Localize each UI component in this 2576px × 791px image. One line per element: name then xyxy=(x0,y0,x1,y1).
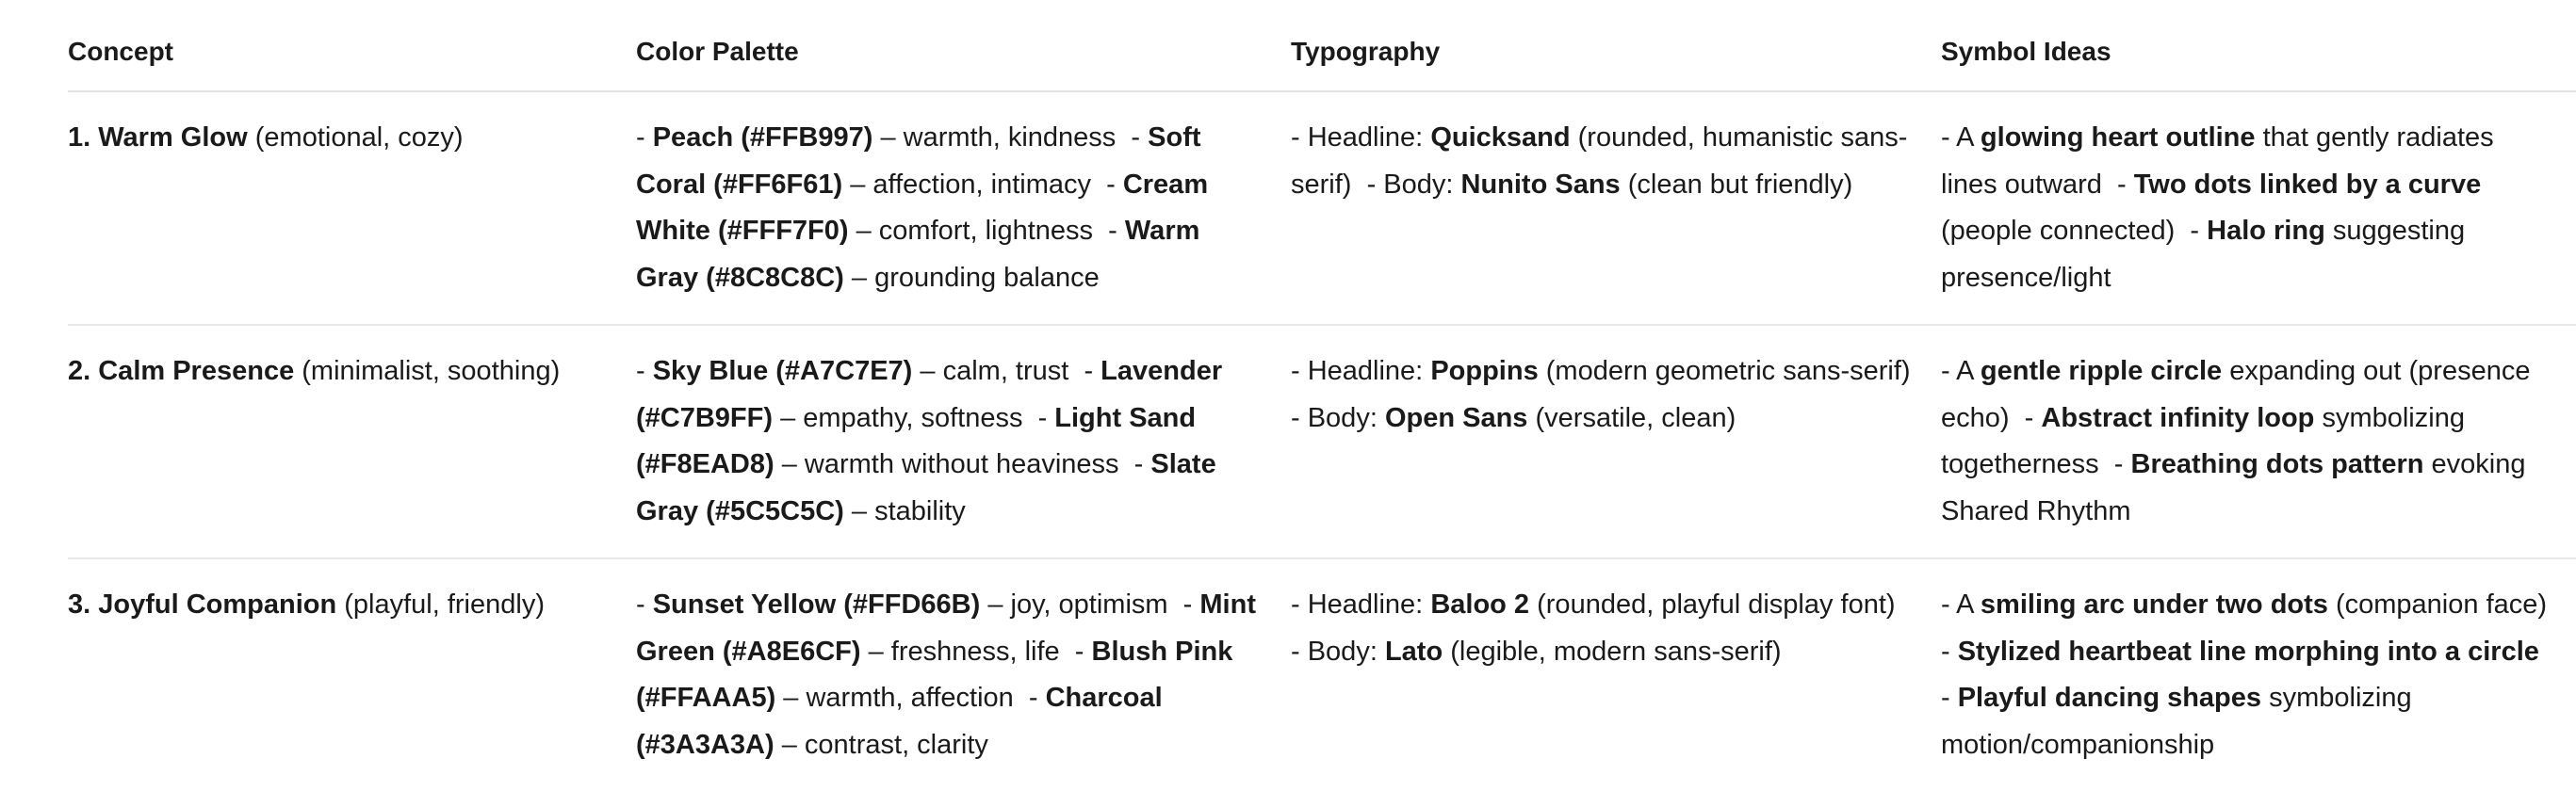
list-item xyxy=(1291,403,1736,433)
item-prefix: - Body: xyxy=(1291,402,1385,433)
item-text: (modern geometric sans-serif) xyxy=(1538,356,1926,386)
item-highlight: Sky Blue (#A7C7E7) xyxy=(652,356,913,386)
table-header-row xyxy=(68,23,2576,91)
item-highlight: Baloo 2 xyxy=(1430,589,1530,620)
item-text: (companion face) xyxy=(2327,589,2563,620)
item-prefix: - xyxy=(636,122,653,153)
item-highlight: Playful dancing shapes xyxy=(1957,683,2262,713)
typography-cell xyxy=(1291,325,1941,558)
item-text: (rounded, playful display font) xyxy=(1529,589,1911,620)
item-prefix: - xyxy=(1133,449,1151,479)
item-text: – joy, optimism xyxy=(980,589,1183,620)
item-highlight: Slate Gray (#5C5C5C) xyxy=(636,449,1216,526)
item-text: (clean but friendly) xyxy=(1620,169,1853,200)
item-prefix: - xyxy=(2113,449,2131,479)
item-highlight: Two dots linked by a curve xyxy=(2133,169,2482,200)
item-highlight: Quicksand xyxy=(1430,122,1571,153)
list-item xyxy=(1291,356,1926,386)
item-highlight: Sunset Yellow (#FFD66B) xyxy=(652,589,981,620)
item-prefix: - Body: xyxy=(1366,169,1461,200)
item-prefix: - xyxy=(1028,683,1046,713)
item-prefix: - A xyxy=(1941,356,1981,386)
symbol-ideas-cell xyxy=(1941,91,2576,325)
item-highlight: Peach (#FFB997) xyxy=(652,122,873,153)
item-prefix: - xyxy=(1941,636,1958,667)
item-highlight: Cream White (#FFF7F0) xyxy=(636,169,1209,246)
color-palette-cell xyxy=(636,558,1291,791)
item-highlight: Abstract infinity loop xyxy=(2041,402,2315,433)
concept-name: 3. Joyful Companion xyxy=(68,589,337,620)
item-prefix: - Body: xyxy=(1291,636,1385,667)
header-color-palette: Color Palette xyxy=(636,23,1291,91)
item-highlight: Light Sand (#F8EAD8) xyxy=(636,402,1197,479)
typography-cell xyxy=(1291,558,1941,791)
item-highlight: Nunito Sans xyxy=(1460,169,1621,200)
item-highlight: Breathing dots pattern xyxy=(2130,449,2424,479)
item-text: – stability xyxy=(843,495,966,526)
item-highlight: Charcoal (#3A3A3A) xyxy=(636,683,1163,760)
item-prefix: - Headline: xyxy=(1291,356,1431,386)
list-item xyxy=(1941,637,2554,667)
item-prefix: - xyxy=(1182,589,1200,620)
item-prefix: - A xyxy=(1941,122,1981,153)
list-item xyxy=(636,356,1084,386)
symbol-ideas-cell xyxy=(1941,325,2576,558)
concept-descriptor: (playful, friendly) xyxy=(336,589,545,620)
concept-table xyxy=(68,23,2576,791)
item-text: – empathy, softness xyxy=(773,402,1038,433)
header-typography: Typography xyxy=(1291,23,1941,91)
table-row xyxy=(68,325,2576,558)
concept-cell xyxy=(68,558,636,791)
table-body xyxy=(68,91,2576,791)
item-prefix: - xyxy=(1131,122,1149,153)
item-highlight: smiling arc under two dots xyxy=(1980,589,2328,620)
item-prefix: - xyxy=(1106,169,1123,200)
item-text: evoking Shared Rhythm xyxy=(1941,449,2534,526)
item-highlight: glowing heart outline xyxy=(1980,122,2256,153)
concept-name: 1. Warm Glow xyxy=(68,122,248,153)
item-text: – calm, trust xyxy=(912,356,1084,386)
item-text: (legible, modern sans-serif) xyxy=(1443,636,1782,667)
table-row xyxy=(68,91,2576,325)
list-item xyxy=(1367,170,1853,200)
color-palette-cell xyxy=(636,325,1291,558)
header-concept: Concept xyxy=(68,23,636,91)
item-text: – freshness, life xyxy=(860,636,1075,667)
item-prefix: - A xyxy=(1941,589,1981,620)
concept-descriptor: (emotional, cozy) xyxy=(247,122,464,153)
item-highlight: Blush Pink (#FFAAA5) xyxy=(636,636,1233,713)
concept-name: 2. Calm Presence xyxy=(68,356,295,386)
item-text: (versatile, clean) xyxy=(1527,402,1736,433)
item-text xyxy=(2539,637,2554,667)
item-text: symbolizing motion/companionship xyxy=(1941,683,2420,760)
item-highlight: Stylized heartbeat line morphing into a circle xyxy=(1957,636,2539,667)
item-text: – comfort, lightness xyxy=(848,216,1109,246)
item-highlight: Halo ring xyxy=(2207,216,2325,246)
item-text: – contrast, clarity xyxy=(774,729,988,760)
item-prefix: - xyxy=(2190,216,2208,246)
concept-descriptor: (minimalist, soothing) xyxy=(294,356,561,386)
item-prefix: - xyxy=(1037,402,1055,433)
item-highlight: Warm Gray (#8C8C8C) xyxy=(636,216,1200,293)
header-symbol-ideas: Symbol Ideas xyxy=(1941,23,2576,91)
item-text: – warmth without heaviness xyxy=(774,449,1134,479)
item-prefix: - Headline: xyxy=(1291,589,1431,620)
table-row xyxy=(68,558,2576,791)
item-prefix: - xyxy=(1108,216,1125,246)
list-item xyxy=(1941,589,2562,620)
list-item xyxy=(636,589,1183,620)
concept-cell xyxy=(68,91,636,325)
item-highlight: Mint Green (#A8E6CF) xyxy=(636,589,1256,667)
item-highlight: Lato xyxy=(1384,636,1443,667)
item-prefix: - xyxy=(636,356,653,386)
item-text: expanding out (presence echo) xyxy=(1941,356,2538,433)
item-text: suggesting presence/light xyxy=(1941,216,2473,293)
color-palette-cell xyxy=(636,91,1291,325)
item-text: – warmth, kindness xyxy=(872,122,1132,153)
item-prefix: - xyxy=(636,589,653,620)
list-item xyxy=(1291,589,1911,620)
item-prefix: - xyxy=(1074,636,1092,667)
item-text: (rounded, humanistic sans-serif) xyxy=(1291,122,1908,200)
item-prefix: - xyxy=(2024,402,2042,433)
item-prefix: - xyxy=(1941,683,1958,713)
item-text: – warmth, affection xyxy=(775,683,1029,713)
item-prefix: - xyxy=(2117,169,2134,200)
item-highlight: Lavender (#C7B9FF) xyxy=(636,356,1223,433)
concept-cell xyxy=(68,325,636,558)
typography-cell xyxy=(1291,91,1941,325)
item-text: symbolizing togetherness xyxy=(1941,402,2473,479)
item-prefix: - Headline: xyxy=(1291,122,1431,153)
item-prefix: - xyxy=(1084,356,1101,386)
concept-table-container xyxy=(68,23,2576,791)
list-item xyxy=(1291,637,1782,667)
item-text: that gently radiates lines outward xyxy=(1941,122,2502,200)
list-item xyxy=(1941,683,2420,760)
item-text: – affection, intimacy xyxy=(842,169,1107,200)
list-item xyxy=(636,122,1131,153)
item-highlight: Soft Coral (#FF6F61) xyxy=(636,122,1201,200)
item-text: – grounding balance xyxy=(843,262,1100,293)
symbol-ideas-cell xyxy=(1941,558,2576,791)
item-text: (people connected) xyxy=(1941,169,2489,246)
item-highlight: gentle ripple circle xyxy=(1980,356,2223,386)
item-highlight: Open Sans xyxy=(1384,402,1528,433)
item-highlight: Poppins xyxy=(1430,356,1539,386)
